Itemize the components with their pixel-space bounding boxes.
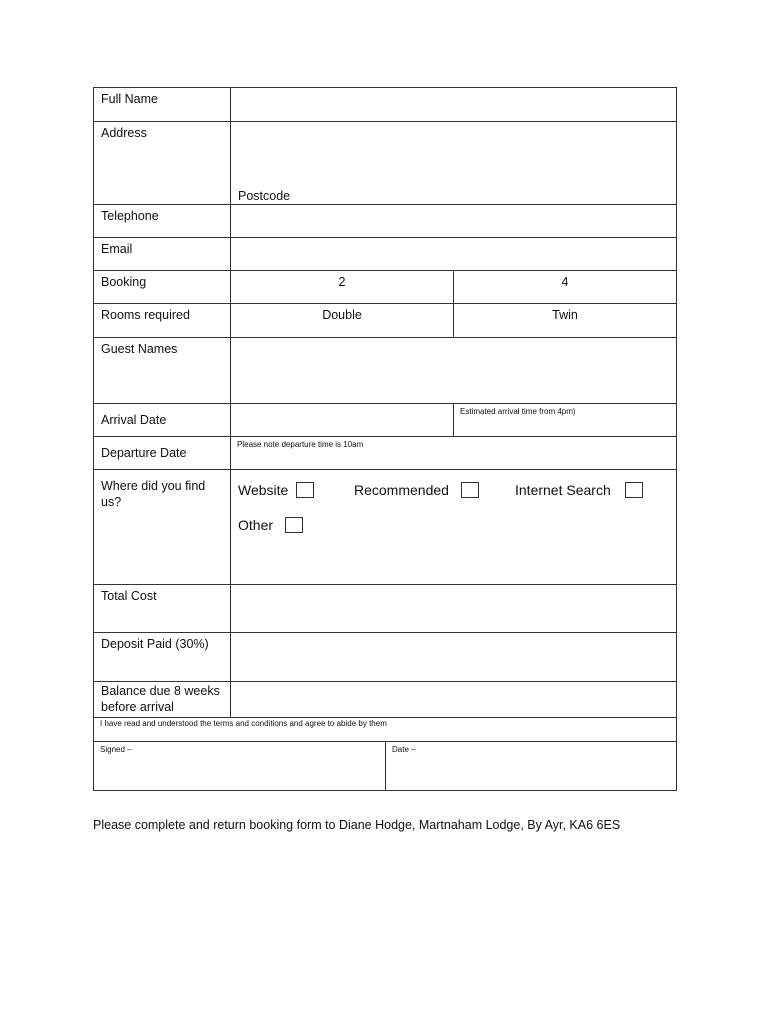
row-terms bbox=[94, 718, 677, 742]
option-website-label: Website bbox=[238, 482, 289, 498]
deposit-field[interactable] bbox=[231, 633, 677, 681]
telephone-field[interactable] bbox=[231, 205, 677, 237]
row-full-name bbox=[94, 88, 677, 122]
rooms-value-twin: Twin bbox=[454, 304, 677, 337]
other-checkbox[interactable] bbox=[285, 517, 303, 533]
row-booking bbox=[94, 271, 677, 304]
footer-instructions: Please complete and return booking form to Diane Hodge, Martnaham Lodge, By Ayr, KA6 6ES bbox=[93, 818, 621, 832]
website-checkbox[interactable] bbox=[296, 482, 314, 498]
date-field[interactable] bbox=[386, 742, 677, 790]
rooms-value-double: Double bbox=[231, 304, 454, 337]
option-website[interactable] bbox=[238, 482, 314, 498]
row-find-us bbox=[94, 470, 677, 585]
total-cost-field[interactable] bbox=[231, 585, 677, 632]
find-us-label: Where did you find us? bbox=[94, 470, 231, 584]
telephone-label: Telephone bbox=[94, 205, 231, 237]
row-signature bbox=[94, 742, 677, 791]
row-email bbox=[94, 238, 677, 271]
option-other-label: Other bbox=[238, 517, 274, 533]
arrival-note: Estimated arrival time from 4pm) bbox=[454, 404, 677, 436]
booking-label: Booking bbox=[94, 271, 231, 303]
email-label: Email bbox=[94, 238, 231, 270]
option-recommended-label: Recommended bbox=[354, 482, 449, 498]
signed-label: Signed – bbox=[100, 745, 132, 754]
row-departure bbox=[94, 437, 677, 470]
booking-form bbox=[93, 87, 677, 791]
email-field[interactable] bbox=[231, 238, 677, 270]
row-guest-names bbox=[94, 338, 677, 404]
option-other[interactable] bbox=[238, 517, 303, 533]
full-name-label: Full Name bbox=[94, 88, 231, 121]
row-total-cost bbox=[94, 585, 677, 633]
row-balance bbox=[94, 682, 677, 718]
full-name-field[interactable] bbox=[231, 88, 677, 121]
row-address bbox=[94, 122, 677, 205]
row-telephone bbox=[94, 205, 677, 238]
rooms-label: Rooms required bbox=[94, 304, 231, 337]
option-internet-search[interactable] bbox=[515, 482, 643, 498]
find-us-options bbox=[231, 470, 677, 584]
row-rooms bbox=[94, 304, 677, 338]
date-label: Date – bbox=[392, 745, 416, 754]
departure-label: Departure Date bbox=[94, 437, 231, 469]
address-label: Address bbox=[94, 122, 231, 204]
total-cost-label: Total Cost bbox=[94, 585, 231, 632]
row-arrival bbox=[94, 404, 677, 437]
guest-names-label: Guest Names bbox=[94, 338, 231, 403]
postcode-label: Postcode bbox=[238, 189, 291, 203]
arrival-date-field[interactable] bbox=[231, 404, 454, 436]
row-deposit bbox=[94, 633, 677, 682]
departure-note: Please note departure time is 10am bbox=[231, 437, 677, 469]
internet-search-checkbox[interactable] bbox=[625, 482, 643, 498]
terms-text: I have read and understood the terms and conditions and agree to abide by them bbox=[94, 718, 677, 741]
balance-label: Balance due 8 weeks before arrival bbox=[94, 682, 231, 717]
booking-value-2: 4 bbox=[454, 271, 677, 303]
guest-names-field[interactable] bbox=[231, 338, 677, 403]
balance-field[interactable] bbox=[231, 682, 677, 717]
booking-value-1: 2 bbox=[231, 271, 454, 303]
option-recommended[interactable] bbox=[354, 482, 479, 498]
option-internet-search-label: Internet Search bbox=[515, 482, 611, 498]
arrival-label: Arrival Date bbox=[94, 404, 231, 436]
deposit-label: Deposit Paid (30%) bbox=[94, 633, 231, 681]
signed-field[interactable] bbox=[94, 742, 386, 790]
recommended-checkbox[interactable] bbox=[461, 482, 479, 498]
address-field[interactable] bbox=[231, 122, 677, 204]
